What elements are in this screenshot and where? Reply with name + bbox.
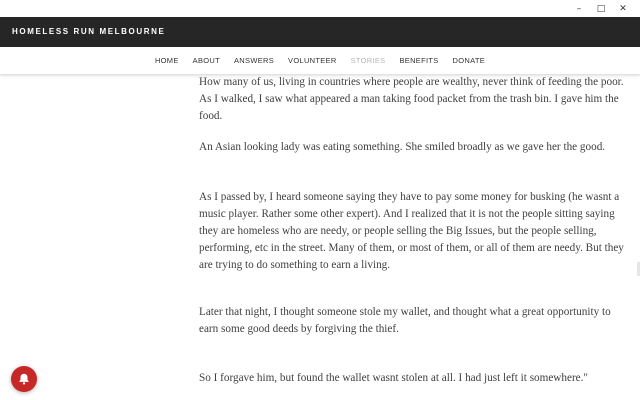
main-nav: [0, 47, 640, 75]
article-paragraph: How many of us, living in countries where people are wealthy, never think of feeding the poor. As I walked, I saw what appeared a man taking food packet from the trash bin. I gave him the food.: [199, 76, 624, 122]
site-title[interactable]: HOMELESS RUN MELBOURNE: [12, 27, 166, 36]
maximize-button[interactable]: □: [596, 3, 606, 14]
window-controls: [568, 1, 634, 16]
article-paragraph: As I passed by, I heard someone saying they have to pay some money for busking (he wasnt a music player. Rather some other expert). And I realized that it is not the people sitting saying they are homeless who are needy, or people selling the Big Issues, but the people selling, performing, etc in the street. Many of them, or most of them, or all of them are needy. But they are trying to do something to earn a living.: [199, 191, 624, 271]
minimize-button[interactable]: –: [576, 3, 582, 14]
nav-item-answers[interactable]: ANSWERS: [234, 56, 275, 65]
article-paragraph: An Asian looking lady was eating something. She smiled broadly as we gave her the good.: [199, 141, 606, 153]
nav-item-donate[interactable]: DONATE: [452, 56, 486, 65]
nav-item-about[interactable]: ABOUT: [192, 56, 220, 65]
notification-button[interactable]: [11, 366, 37, 392]
bell-icon: [17, 372, 31, 386]
article-viewport: [0, 75, 640, 400]
window-titlebar: [0, 0, 640, 17]
nav-item-volunteer[interactable]: VOLUNTEER: [288, 56, 337, 65]
site-header: [0, 17, 640, 47]
nav-item-stories[interactable]: STORIES: [350, 56, 386, 65]
nav-item-home[interactable]: HOME: [154, 56, 179, 65]
article-paragraph: So I forgave him, but found the wallet wasnt stolen at all. I had just left it somewhere.": [199, 372, 589, 384]
close-button[interactable]: ✕: [619, 3, 627, 14]
article-paragraph: Later that night, I thought someone stole my wallet, and thought what a great opportunity to earn some good deeds by forgiving the thief.: [199, 306, 611, 335]
nav-item-benefits[interactable]: BENEFITS: [399, 56, 439, 65]
